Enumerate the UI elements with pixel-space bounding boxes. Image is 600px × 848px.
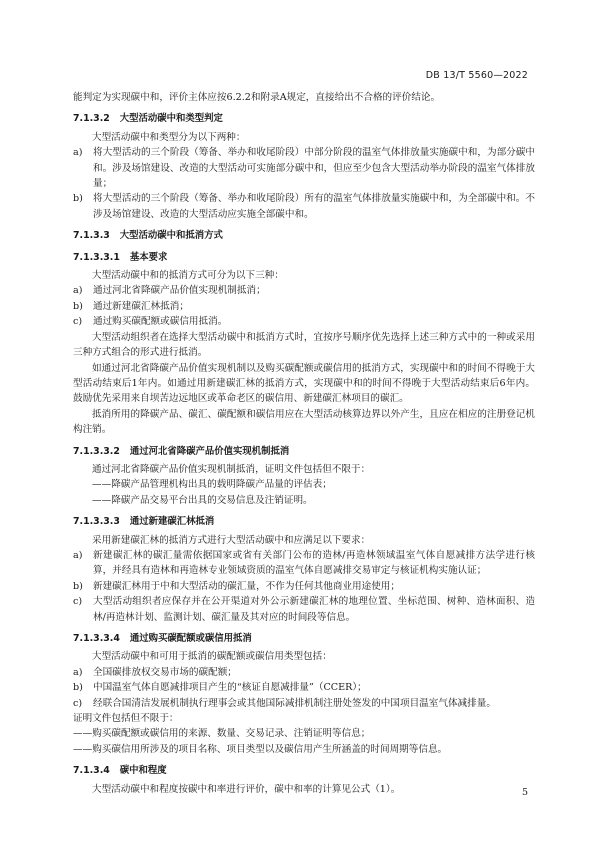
list-item [73, 145, 535, 191]
proof-lead: 证明文件包括但不限于： [73, 713, 179, 725]
section-heading-7-1-3-3-4 [73, 631, 535, 646]
list-text: 通过新建碳汇林抵消； [93, 300, 189, 312]
list-text: 通过购买碳配额或碳信用抵消。 [93, 316, 228, 328]
section-title: 基本要求 [129, 251, 168, 263]
lead-paragraph: 大型活动碳中和类型分为以下两种： [92, 131, 246, 143]
list-marker: a) [73, 285, 83, 297]
list-item [73, 191, 535, 222]
list-item [73, 680, 535, 695]
list-marker: b) [73, 682, 83, 694]
body-paragraph: 如通过河北省降碳产品价值实现机制以及购买碳配额或碳信用的抵消方式，实现碳中和的时间不得晚于大型活动结束后1年内。如通过用新建碳汇林的抵消方式，实现碳中和的时间不得晚于大型活动结束后6年内。鼓励优先采用来自坝苦边远地区或革命老区的碳信用、新建碳汇林项目的碳汇。 [73, 362, 535, 405]
list-marker: c) [73, 316, 83, 328]
list-marker: b) [73, 300, 83, 312]
list-item [73, 548, 535, 579]
intro-paragraph: 能判定为实现碳中和，评价主体应按6.2.2和附录A规定，直接给出不合格的评价结论。 [73, 92, 441, 103]
section-number: 7.1.3.3.1 [73, 251, 120, 263]
section-heading-7-1-3-3-1 [73, 250, 535, 265]
lead-paragraph: 采用新建碳汇林的抵消方式进行大型活动碳中和应满足以下要求： [92, 534, 371, 546]
body-paragraph: 抵消所用的降碳产品、碳汇、碳配额和碳信用应在大型活动核算边界以外产生，且应在相应的注册登记机构注销。 [73, 408, 535, 436]
lead-paragraph: 大型活动碳中和程度按碳中和率进行评价，碳中和率的计算见公式（1）。 [92, 783, 401, 795]
dash-item: ——购买碳信用所涉及的项目名称、项目类型以及碳信用产生所涵盖的时间周期等信息。 [73, 743, 448, 755]
section-title: 大型活动碳中和类型判定 [119, 113, 223, 125]
list-marker: b) [73, 193, 83, 205]
list-marker: c) [73, 697, 83, 709]
document-code: DB 13/T 5560—2022 [425, 70, 528, 81]
list-text: 新建碳汇林用于中和大型活动的碳汇量，不作为任何其他商业用途使用； [93, 580, 400, 592]
list-text: 将大型活动的三个阶段（筹备、举办和收尾阶段）所有的温室气体排放量实施碳中和，为全部碳中和。不涉及场馆建设、改造的大型活动应实施全部碳中和。 [93, 193, 535, 220]
section-number: 7.1.3.3.2 [73, 445, 120, 457]
page-number: 5 [521, 787, 528, 798]
dash-item: ——购买碳配额或碳信用的来源、数量、交易记录、注销证明等信息； [73, 728, 371, 740]
page-body [73, 90, 535, 797]
list-text: 全国碳排放权交易市场的碳配额； [93, 666, 237, 678]
list-text: 大型活动组织者应保存并在公开渠道对外公示新建碳汇林的地理位置、坐标范围、树种、造林面积、造林/再造林计划、监测计划、碳汇量及其对应的时间段等信息。 [93, 596, 535, 623]
section-number: 7.1.3.3.3 [73, 516, 120, 528]
section-number: 7.1.3.3 [73, 230, 110, 242]
list-text: 新建碳汇林的碳汇量需依据国家或省有关部门公布的造林/再造林领域温室气体自愿减排方法学进行核算，并经具有造林和再造林专业领域资质的温室气体自愿减排交易审定与核证机构实施认证； [93, 549, 535, 577]
section-title: 碳中和程度 [119, 765, 167, 777]
list-item [73, 665, 535, 680]
section-title: 大型活动碳中和抵消方式 [119, 230, 223, 242]
section-number: 7.1.3.2 [73, 113, 110, 125]
list-marker: a) [73, 549, 83, 561]
body-paragraph: 大型活动组织者在选择大型活动碳中和抵消方式时，宜按序号顺序优先选择上述三种方式中的一种或采用三种方式组合的形式进行抵消。 [73, 331, 535, 359]
list-item [73, 299, 535, 314]
list-text: 经联合国清洁发展机制执行理事会或其他国际减排机制注册处签发的中国项目温室气体减排量。 [93, 697, 496, 709]
dash-item: ——降碳产品管理机构出具的载明降碳产品量的评估表； [92, 479, 332, 491]
lead-paragraph: 通过河北省降碳产品价值实现机制抵消，证明文件包括但不限于： [92, 463, 371, 475]
section-heading-7-1-3-3-2 [73, 444, 535, 459]
section-title: 通过河北省降碳产品价值实现机制抵消 [129, 445, 290, 457]
list-item [73, 314, 535, 329]
list-item [73, 579, 535, 594]
list-marker: a) [73, 666, 83, 678]
section-title: 通过新建碳汇林抵消 [129, 516, 215, 528]
list-text: 通过河北省降碳产品价值实现机制抵消； [93, 285, 266, 297]
list-text: 将大型活动的三个阶段（筹备、举办和收尾阶段）中部分阶段的温室气体排放量实施碳中和，为部分碳中和。涉及场馆建设、改造的大型活动可实施部分碳中和，但应至少包含大型活动举办阶段的温室气体排放量； [93, 147, 535, 190]
section-heading-7-1-3-2 [73, 111, 535, 126]
list-item [73, 696, 535, 711]
section-number: 7.1.3.3.4 [73, 633, 120, 644]
list-item [73, 594, 535, 625]
list-item [73, 283, 535, 298]
section-number: 7.1.3.4 [73, 765, 110, 777]
lead-paragraph: 大型活动碳中和可用于抵消的碳配额或碳信用类型包括： [92, 651, 332, 663]
dash-item: ——降碳产品交易平台出具的交易信息及注销证明。 [92, 494, 313, 506]
section-heading-7-1-3-3-3 [73, 514, 535, 529]
section-title: 通过购买碳配额或碳信用抵消 [129, 633, 252, 644]
list-marker: c) [73, 596, 83, 608]
lead-paragraph: 大型活动碳中和的抵消方式可分为以下三种： [92, 270, 284, 282]
list-text: 中国温室气体自愿减排项目产生的“核证自愿减排量”（CCER）； [93, 682, 367, 694]
section-heading-7-1-3-4 [73, 763, 535, 778]
section-heading-7-1-3-3 [73, 228, 535, 243]
list-marker: a) [73, 147, 83, 159]
list-marker: b) [73, 580, 83, 592]
